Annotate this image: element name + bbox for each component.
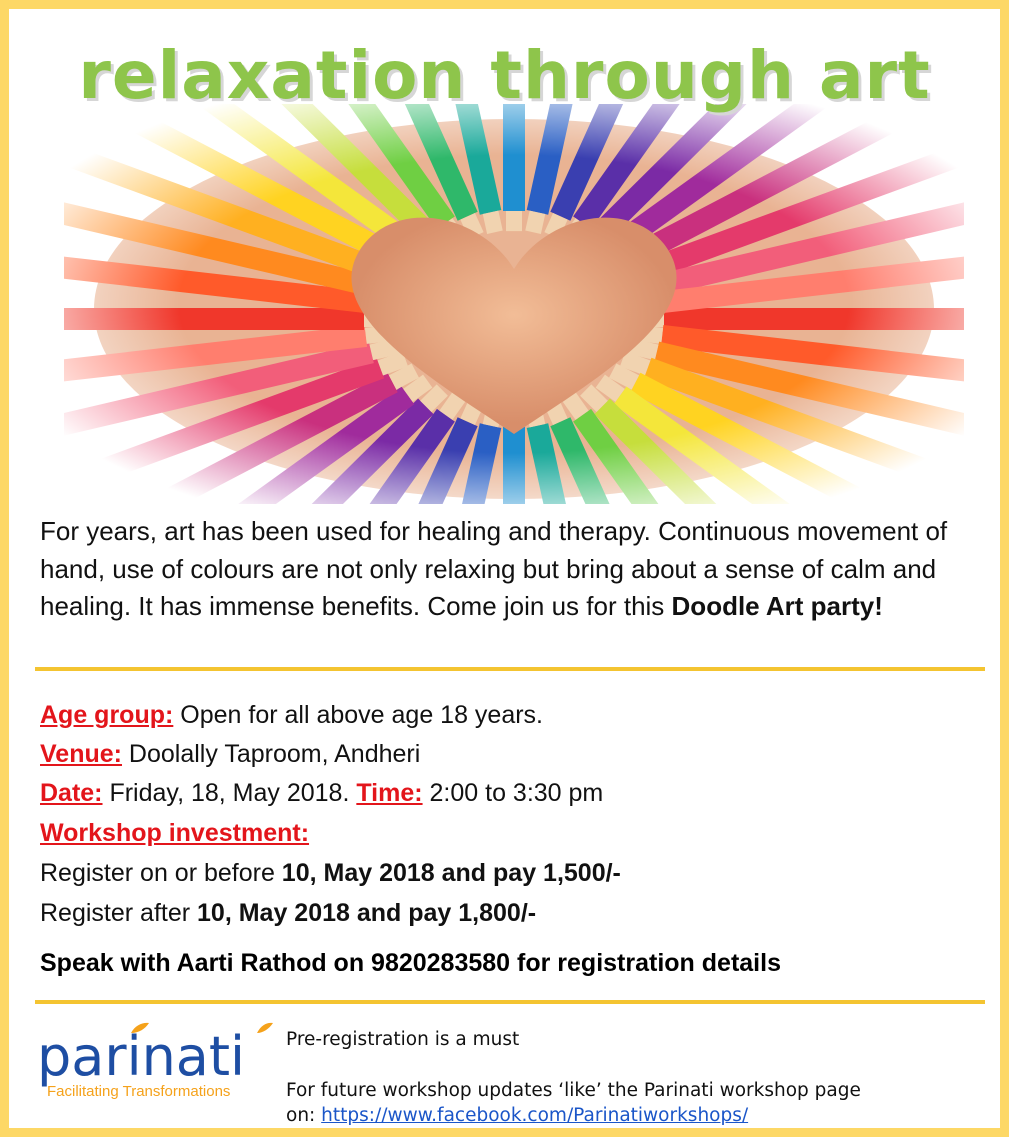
- vignette: [64, 104, 964, 504]
- contact-line: Speak with Aarti Rathod on 9820283580 for registration details: [40, 949, 781, 977]
- logo-tagline: Facilitating Transformations: [47, 1083, 231, 1100]
- divider-bottom: [35, 1000, 985, 1004]
- logo-leaf-icon-2: [257, 1023, 273, 1033]
- age-group-value: Open for all above age 18 years.: [173, 701, 544, 729]
- intro-highlight: Doodle Art party!: [671, 591, 883, 621]
- venue-line: [40, 740, 420, 769]
- pre-registration-note: Pre-registration is a must: [286, 1029, 520, 1050]
- logo-wordmark: parinati: [37, 1025, 246, 1088]
- register-early-prefix: Register on or before: [40, 859, 282, 887]
- age-group-label: Age group:: [40, 701, 174, 729]
- date-value: Friday, 18, May 2018.: [102, 779, 357, 807]
- register-early-line: [40, 859, 621, 888]
- time-value: 2:00 to 3:30 pm: [422, 779, 604, 807]
- age-group-line: [40, 701, 543, 730]
- investment-label: Workshop investment:: [40, 819, 310, 847]
- investment-line: [40, 819, 309, 848]
- venue-label: Venue:: [40, 740, 122, 768]
- intro-paragraph: [40, 513, 980, 626]
- updates-note: For future workshop updates ‘like’ the Parinati workshop page: [286, 1080, 861, 1101]
- date-label: Date:: [40, 779, 103, 807]
- parinati-logo: [35, 1019, 275, 1101]
- register-late-price: 10, May 2018 and pay 1,800/-: [197, 899, 537, 927]
- intro-text: For years, art has been used for healing and therapy. Continuous movement of hand, use of colours are not only relaxing but bring about a sense of calm and healing. It has immense benefits. Come join us for this: [40, 516, 948, 621]
- divider-top: [35, 667, 985, 671]
- facebook-link[interactable]: https://www.facebook.com/Parinatiworkshops/: [321, 1105, 749, 1126]
- updates-link-prefix: on:: [286, 1105, 322, 1126]
- headline-title: relaxation through art: [78, 37, 931, 114]
- venue-value: Doolally Taproom, Andheri: [121, 740, 421, 768]
- register-late-line: [40, 899, 536, 928]
- updates-link-line: [286, 1105, 748, 1126]
- register-late-prefix: Register after: [40, 899, 198, 927]
- colored-pencils-heart-image: [64, 104, 964, 504]
- register-early-price: 10, May 2018 and pay 1,500/-: [281, 859, 621, 887]
- date-time-line: [40, 779, 603, 808]
- time-label: Time:: [356, 779, 423, 807]
